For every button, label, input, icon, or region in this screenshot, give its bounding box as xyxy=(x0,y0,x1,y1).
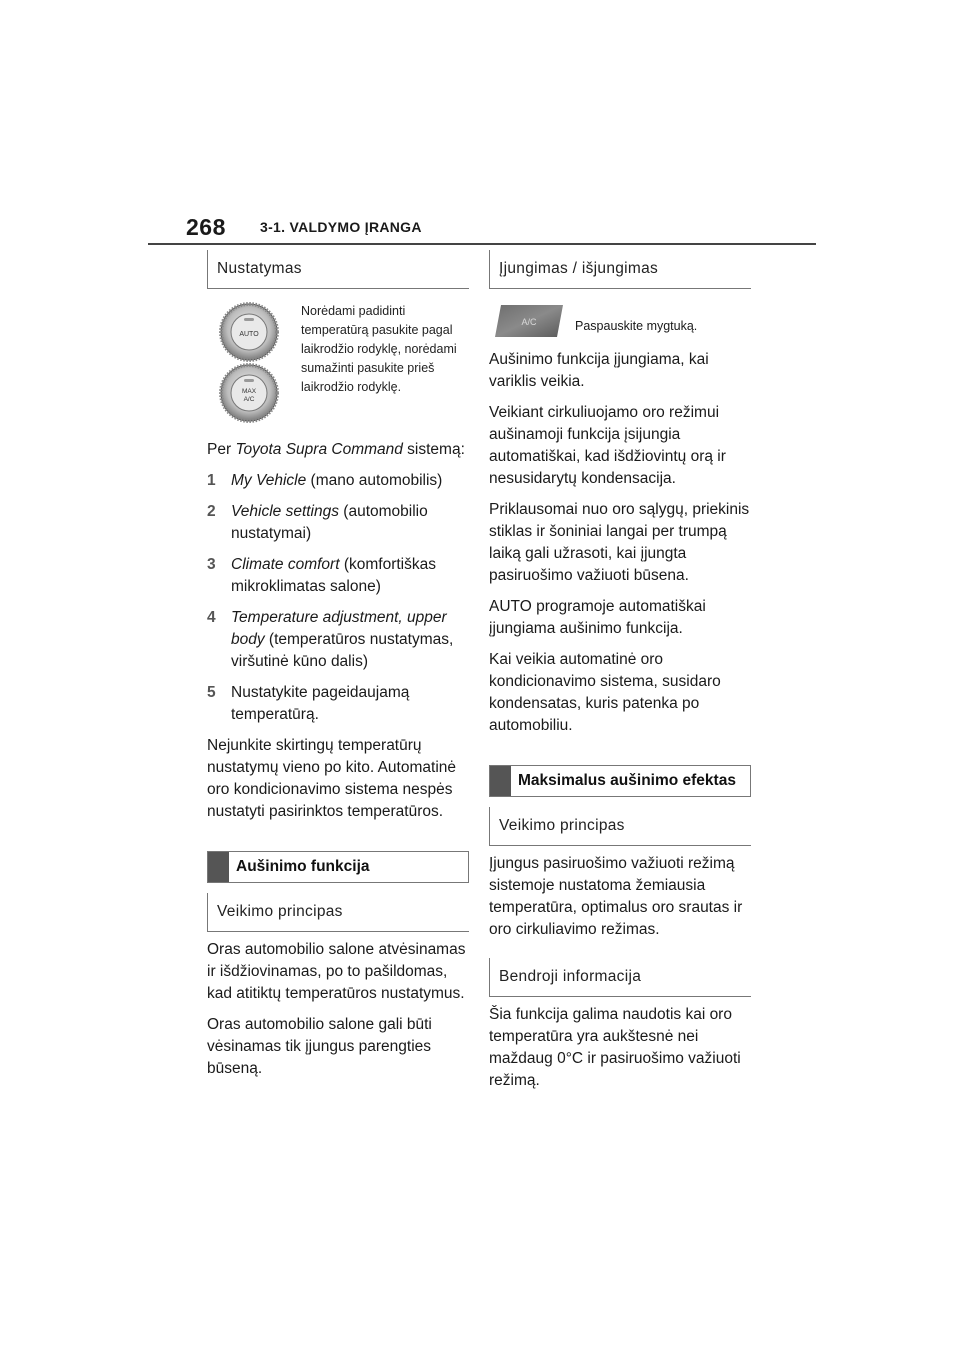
principle-heading: Veikimo principas xyxy=(207,893,469,932)
knob-caption: Norėdami padidinti temperatūrą pasukite pagal laikrodžio rodyklę, norėdami sumažinti pasukite prieš laikrodžio rodyklę. xyxy=(301,304,457,394)
settings-heading: Nustatymas xyxy=(207,250,469,289)
ac-caption: Paspauskite mygtuką. xyxy=(575,319,698,333)
heading-marker xyxy=(490,766,511,796)
page-header xyxy=(148,0,816,246)
climate-knobs-illustration xyxy=(219,302,297,429)
right-paragraph-3: Priklausomai nuo oro sąlygų, priekinis stiklas ir šoniniai langai per trumpą laiką gali užrasoti, kai įjungta pasiruošimo važiuoti būsena. xyxy=(489,501,750,584)
list-item: 1 My Vehicle (mano automobilis) xyxy=(207,472,443,489)
page-number: 268 xyxy=(186,214,226,240)
max-cooling-section-heading xyxy=(489,765,751,797)
svg-text:A/C: A/C xyxy=(243,396,255,403)
intro-paragraph: Per Toyota Supra Command sistemą: xyxy=(207,441,465,458)
list-item: 4 Temperature adjustment, upper body (temperatūros nustatymas, viršutinė kūno dalis) xyxy=(207,609,454,670)
ac-figure xyxy=(489,303,751,339)
note-paragraph: Nejunkite skirtingų temperatūrų nustatymų vieno po kito. Automatinė oro kondicionavimo sistema nespės nustatyti pasirinktos temperatūros. xyxy=(207,737,457,820)
chapter-title: 3-1. VALDYMO ĮRANGA xyxy=(260,219,422,235)
heading-marker xyxy=(208,852,229,882)
svg-text:A/C: A/C xyxy=(521,317,537,327)
principle-paragraph-2: Oras automobilio salone gali būti vėsinamas tik įjungus parengties būseną. xyxy=(207,1016,432,1077)
list-item: 3 Climate comfort (komfortiškas mikroklimatas salone) xyxy=(207,556,436,595)
header-divider xyxy=(148,243,816,245)
cooling-section-heading xyxy=(207,851,469,883)
temperature-knob-icon xyxy=(219,302,279,424)
right-paragraph-5: Kai veikia automatinė oro kondicionavimo sistema, susidaro kondensatas, kuris patenka po automobiliu. xyxy=(489,651,721,734)
left-column xyxy=(207,250,469,1089)
right-paragraph-1: Aušinimo funkcija įjungiama, kai variklis veikia. xyxy=(489,351,709,390)
ac-button-icon xyxy=(493,303,565,339)
list-item: 5 Nustatykite pageidaujamą temperatūrą. xyxy=(207,684,410,723)
svg-text:AUTO: AUTO xyxy=(239,331,259,338)
right-paragraph-2: Veikiant cirkuliuojamo oro režimui aušinamoji funkcija įsijungia automatiškai, kad išdžiovintų orą ir nesusidarytų kondensacija. xyxy=(489,404,726,487)
right-paragraph-4: AUTO programoje automatiškai įjungiama aušinimo funkcija. xyxy=(489,598,706,637)
right-column xyxy=(489,250,751,1101)
svg-text:MAX: MAX xyxy=(241,388,257,395)
list-item: 2 Vehicle settings (automobilio nustatymai) xyxy=(207,503,428,542)
general-paragraph: Šia funkcija galima naudotis kai oro temperatūra yra aukštesnė nei maždaug 0°C ir pasiruošimo važiuoti režimą. xyxy=(489,1006,741,1089)
cooling-heading-text: Aušinimo funkcija xyxy=(236,858,370,875)
steps-list xyxy=(207,470,469,726)
max-principle-heading: Veikimo principas xyxy=(489,807,751,846)
max-principle-paragraph: Įjungus pasiruošimo važiuoti režimą sistemoje nustatoma žemiausia temperatūra, optimalus oro srautas ir oro cirkuliavimo režimas. xyxy=(489,855,743,938)
principle-paragraph-1: Oras automobilio salone atvėsinamas ir išdžiovinamas, po to pašildomas, kad atitiktų temperatūros nustatymus. xyxy=(207,941,466,1002)
max-heading-text: Maksimalus aušinimo efektas xyxy=(518,772,736,789)
knob-figure xyxy=(207,302,469,429)
general-heading: Bendroji informacija xyxy=(489,958,751,997)
onoff-heading: Įjungimas / išjungimas xyxy=(489,250,751,289)
